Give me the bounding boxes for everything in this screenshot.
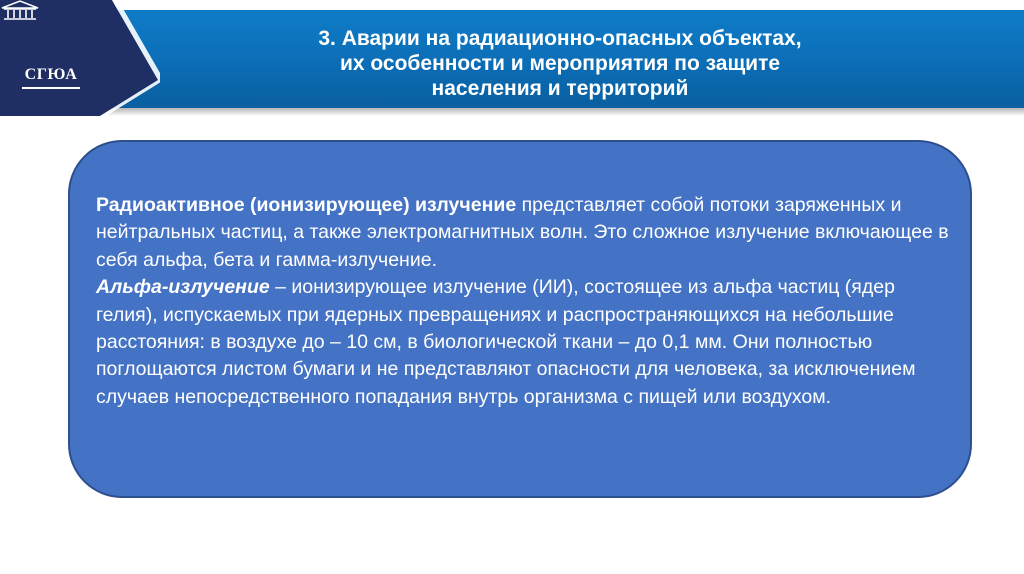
content-card	[68, 140, 972, 498]
title-line-3: населения и территорий	[431, 77, 689, 100]
logo-text: СГЮА	[24, 66, 78, 83]
title-line-2: их особенности и мероприятия по защите	[339, 52, 781, 75]
term-alpha-radiation: Альфа-излучение	[96, 276, 270, 299]
paragraph-2-text: – ионизирующее излучение (ИИ), состоящее из альфа частиц (ядер гелия), испускаемых при ядерных превращениях и распространяющихся на небольшие расстояния: в воздухе до – 10 см, в биологической ткани – до 0,1 мм. Они полностью поглощаются листом бумаги и не представляют опасности для человека, за исключением случаев непосредственного попадания внутрь организма с пищей или воздухом.	[96, 276, 916, 408]
building-icon	[0, 0, 40, 22]
logo	[0, 0, 160, 116]
logo-underline	[22, 87, 80, 89]
page-title	[200, 26, 920, 101]
title-line-1: 3. Аварии на радиационно-опасных объектах,	[318, 27, 802, 50]
content-text	[96, 192, 956, 411]
term-radioactive-radiation: Радиоактивное (ионизирующее) излучение	[96, 194, 517, 216]
paragraph-1-text: представляет собой потоки заряженных и нейтральных частиц, а также электромагнитных волн. Это сложное излучение включающее в себя альфа, бета и гамма-излучение.	[96, 194, 949, 271]
